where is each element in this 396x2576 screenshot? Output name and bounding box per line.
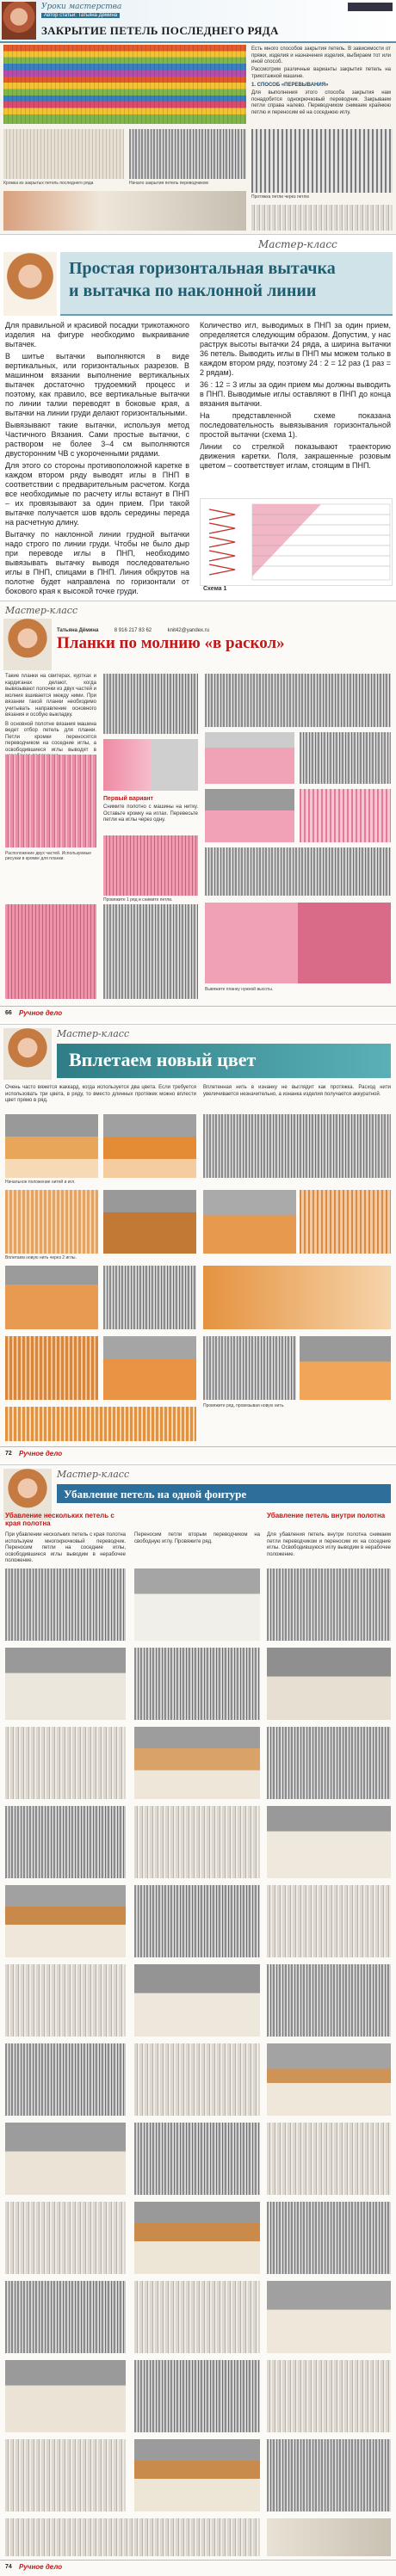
scheme-1-diagram <box>200 498 393 586</box>
caption-1: Кромка из закрытых петель последнего ряда <box>3 181 94 186</box>
pink-swatch-photo <box>5 755 96 847</box>
contact-bar <box>57 620 315 633</box>
step-photo-11 <box>5 1336 98 1400</box>
header-logo <box>348 3 393 11</box>
right-para-3: На представленной схеме показана последовательность вывязывания горизонтальной простой вытачки (схема 1). <box>200 411 391 439</box>
scheme-caption: Схема 1 <box>203 586 227 592</box>
right-para-4: Линии со стрелкой показывают траекторию движения каретки. Поля, закрашенные розовым цветом – соответствует иглам, стоящим в ПНП. <box>200 442 391 470</box>
decrease-photo-16 <box>5 1964 126 2037</box>
middle-photo-2 <box>103 739 198 791</box>
caption-2: Начало закрытия петель переводчиком <box>129 181 208 186</box>
page-footer <box>0 1446 396 1463</box>
decrease-photo-37 <box>5 2518 260 2556</box>
page-footer <box>0 2560 396 2576</box>
para-1: Такие планки на свитерах, куртках и кардиганах делают, когда вывязывают полочки из двух частей и молния вшивается между ними. При вязании такой планки необходимо учитывать направление основного вязания и особую выкладку. <box>5 674 97 718</box>
author-photo <box>3 619 52 670</box>
right-para-1: Количество игл, выводимых в ПНП за один прием, определяется следующим образом. Допустим, у нас раструк высоты вытачки 24 ряда, а ширина вытачки 36 петель. Выводить иглы в ПНП мы можем только в каждом втором ряду, поэтому 24 : 2 = 12 раз (1 раз = 2 рядам). <box>200 321 391 377</box>
decrease-photo-22 <box>5 2123 126 2195</box>
left-para-4: Для этого со стороны противоположной каретке в каждом втором ряду выводят иглы в ПНП в соответствии с предварительным расчетом. Когда все необходимые по расчету иглы встанут в ПНП – их провязывают за один прием. При такой вытачке получается шов вдоль середины переда на расчетную длину. <box>5 461 189 527</box>
decrease-photo-32 <box>134 2360 260 2432</box>
middle-photo-3 <box>103 835 198 896</box>
decrease-photo-5 <box>134 1648 260 1720</box>
decrease-photo-19 <box>5 2043 126 2116</box>
step-photo-5 <box>103 1190 196 1254</box>
author-photo <box>3 1028 52 1080</box>
right-photo-5 <box>300 789 391 842</box>
decrease-photo-2 <box>134 1568 260 1641</box>
decrease-photo-31 <box>5 2360 126 2432</box>
decrease-photo-1 <box>5 1568 126 1641</box>
decrease-photo-12 <box>267 1806 391 1878</box>
author-label: Автор статьи: Татьяна Дёмина <box>41 13 120 18</box>
decrease-photo-38 <box>267 2518 391 2556</box>
page-number: 66 <box>5 1010 12 1016</box>
page-title: Вплетаем новый цвет <box>69 1049 257 1070</box>
left-para-2: В шитье вытачки выполняются в виде вертикальных, или горизонтальных разрезов. В машинном вязании выполнение вертикальных вытачек достаточно трудоемкий процесс и поэтому, как правило, все вертикальные вытачки по линии талии переводят в боковые края, а вытачки на линии груди делают горизонтальными. <box>5 352 189 417</box>
series-label: Уроки мастерства <box>41 3 122 11</box>
decrease-photo-23 <box>134 2123 260 2195</box>
magazine-logo: Ручное дело <box>19 1009 63 1017</box>
decrease-photo-26 <box>134 2202 260 2274</box>
step-photo-3 <box>203 1114 391 1178</box>
step-photo-6 <box>203 1190 296 1254</box>
caption-a: Расположение двух частей. Используемые рисунки в кромке для планки. <box>5 851 91 861</box>
caption-b: Провяжите 1 ряд и снимите петли. <box>103 897 173 903</box>
intro-text-2: Рассмотрим различные варианты закрытия петель на трикотажной машине. <box>251 67 391 79</box>
edge-closeup-photo <box>3 129 124 179</box>
right-photo-4 <box>205 789 294 842</box>
page-title: Убавление петель на одной фонтуре <box>64 1488 247 1501</box>
right-column <box>200 321 391 471</box>
decrease-photo-9 <box>267 1727 391 1799</box>
bottom-photo-3 <box>205 903 391 983</box>
page1-header <box>0 0 396 43</box>
left-para-1: Для правильной и красивой посадки трикотажного изделия на фигуре необходимо выкраивание вытачек. <box>5 321 189 348</box>
step-photo-15 <box>5 1407 196 1441</box>
decrease-photo-27 <box>267 2202 391 2274</box>
decrease-photo-6 <box>267 1648 391 1720</box>
step-photo-12 <box>103 1336 196 1400</box>
decrease-photo-7 <box>5 1727 126 1799</box>
master-class-tag: Мастер-класс <box>57 1469 130 1480</box>
decrease-photo-15 <box>267 1885 391 1957</box>
page-1-closing-stitches <box>0 0 396 234</box>
page-title: Планки по молнию «в раскол» <box>57 634 285 652</box>
caption-3: Протяжка петли через петлю <box>251 194 310 200</box>
author-portrait <box>2 2 36 40</box>
decrease-photo-36 <box>267 2439 391 2511</box>
intro-text-1: Очень часто вяжется жаккард, когда используется два цвета. Если требуется использовать три цвета, в ряду, то вместо длинных протяжек можно вплести цвет прямо в ряд. <box>5 1085 196 1103</box>
step-photo-8 <box>5 1266 98 1329</box>
author-photo <box>3 252 57 316</box>
method1-heading: 1. СПОСОБ «ПЕРЕВЫВАНИЯ» <box>251 83 329 88</box>
intro-text-2: Вплетенная нить в изнанку не выглядит как протяжка. Расход нити увеличивается незначительно, а изнанка изделия получается аккуратной. <box>203 1085 391 1097</box>
magazine-logo: Ручное дело <box>19 1450 63 1457</box>
left-text-column <box>5 674 96 761</box>
page-title-line2: и вытачка по наклонной линии <box>69 281 317 300</box>
left-text: При убавлении нескольких петель с края полотна используем многокрючковый переводчик. Переносим петли на соседние иглы, освободившиеся иглы выводим в нерабочее положение. <box>5 1532 126 1563</box>
hand-loop-photo <box>3 191 246 231</box>
decrease-photo-21 <box>267 2043 391 2116</box>
subhead: Первый вариант <box>103 796 153 802</box>
decrease-photo-24 <box>267 2123 391 2195</box>
striped-swatch-photo <box>3 45 246 124</box>
left-column <box>5 321 189 596</box>
page-5-decrease-stitches <box>0 1464 396 2576</box>
decrease-photo-20 <box>134 2043 260 2116</box>
magazine-logo: Ручное дело <box>19 2563 63 2571</box>
page-title: ЗАКРЫТИЕ ПЕТЕЛЬ ПОСЛЕДНЕГО РЯДА <box>41 24 279 37</box>
method1-text: Для выполнения этого способа закрытия нам понадобится однокрючковый переводчик. Закрываем петли справа налево. Переводчиком снимаем крайнюю петлю и переносим её на соседнюю иглу. <box>251 90 391 115</box>
caption-b: Вплетаем новую нить через 2 иглы. <box>5 1255 77 1260</box>
machine-needles-photo <box>251 129 393 193</box>
author-name: Татьяна Дёмина <box>57 628 99 633</box>
caption-c: Провяжите ряд, провязывая новую нить. <box>203 1403 285 1408</box>
decrease-photo-17 <box>134 1964 260 2037</box>
para-2: В основной полотне вязания машина ведет отбор петель для планки. Петли кромки переносятся переводчиком на соседние иглы, а освободившиеся иглы выводят в <box>5 721 96 753</box>
decrease-photo-18 <box>267 1964 391 2037</box>
page-title-line1: Простая горизонтальная вытачка <box>69 259 336 278</box>
email-link[interactable]: knit42@yandex.ru <box>167 628 210 633</box>
page-4-new-color <box>0 1024 396 1463</box>
page-3-zipper-plackets <box>0 601 396 1022</box>
step-photo-7 <box>300 1190 391 1254</box>
bottom-photo-1 <box>5 904 96 999</box>
subtext: Снимите полотно с машины на нитку. Оставьте кромку на иглах. Перевесьте петли на иглы через одну. <box>103 804 198 823</box>
step-photo-10 <box>203 1266 391 1329</box>
decrease-photo-33 <box>267 2360 391 2432</box>
decrease-photo-4 <box>5 1648 126 1720</box>
right-photo-1 <box>205 674 391 727</box>
decrease-photo-29 <box>134 2281 260 2353</box>
scheme-1-svg <box>201 499 392 585</box>
decrease-photo-30 <box>267 2281 391 2353</box>
right-photo-2 <box>205 732 294 784</box>
step-photo-1 <box>5 1114 98 1178</box>
master-class-tag: Мастер-класс <box>5 605 78 616</box>
decrease-photo-10 <box>5 1806 126 1878</box>
right-column-heading: Убавление петель внутри полотна <box>267 1512 386 1519</box>
phone: 8 916 217 83 62 <box>114 628 152 633</box>
caption-c: Вывяжите планку нужной высоты. <box>205 987 274 992</box>
decrease-photo-13 <box>5 1885 126 1957</box>
page-number: 72 <box>5 1451 12 1457</box>
hand-loop-photo-2 <box>251 205 393 231</box>
decrease-photo-35 <box>134 2439 260 2511</box>
decrease-photo-11 <box>134 1806 260 1878</box>
right-photo-3 <box>300 732 391 784</box>
transfer-tool-photo <box>129 129 246 179</box>
decrease-photo-8 <box>134 1727 260 1799</box>
step-photo-13 <box>203 1336 296 1400</box>
decrease-photo-34 <box>5 2439 126 2511</box>
step-photo-4 <box>5 1190 98 1254</box>
middle-text: Переносим петли вторым переводчиком на свободную иглу. Провяжите ряд. <box>134 1532 260 1544</box>
caption-a: Начальное положение нитей и игл. <box>5 1180 76 1185</box>
intro-text: Есть много способов закрытия петель. В зависимости от пряжи, изделия и назначения изделия, выбираем тот или иной способ. <box>251 46 391 65</box>
page-footer <box>0 1006 396 1022</box>
master-class-tag: Мастер-класс <box>258 238 337 250</box>
decrease-photo-28 <box>5 2281 126 2353</box>
right-photo-6 <box>205 847 391 896</box>
step-photo-9 <box>103 1266 196 1329</box>
left-para-5: Вытачку по наклонной линии грудной вытачки надо строго по линии груди. Чтобы не было дыр при переводе иглы в ПНП, необходимо вывязывать вытачку выводя последовательно иглы в ПНП, спицами в ПНП. Линия обкрутов на полотне будет направлена по горизонтали от бокового края к высокой точке груди. <box>5 530 189 595</box>
master-class-tag: Мастер-класс <box>57 1028 130 1039</box>
step-photo-2 <box>103 1114 196 1178</box>
decrease-photo-3 <box>267 1568 391 1641</box>
right-para-2: 36 : 12 = 3 иглы за один прием мы должны выводить в ПНП. Выводимые иглы оставляют в ПНП до конца вязания вытачки. <box>200 380 391 408</box>
decrease-photo-14 <box>134 1885 260 1957</box>
step-photo-14 <box>300 1336 391 1400</box>
decrease-photo-25 <box>5 2202 126 2274</box>
bottom-photo-2 <box>103 904 198 999</box>
middle-photo-1 <box>103 674 198 734</box>
page-2-darts <box>0 234 396 601</box>
left-para-3: Вывязывают такие вытачки, используя метод Частичного Вязания. Сами простые вытачки, с раствором не более 3–4 см выполняются двусторонним ЧВ с укороченными рядами. <box>5 421 189 458</box>
page-number: 74 <box>5 2564 12 2570</box>
scheme-zigzag-arrows <box>209 509 235 575</box>
right-text: Для убавления петель внутри полотна снимаем петли переводчиком и переносим их на соседние иглы. Освободившуюся иглу выводим в нерабочее положение. <box>267 1532 391 1557</box>
left-column-heading: Убавление нескольких петель с края полотна <box>5 1512 114 1527</box>
